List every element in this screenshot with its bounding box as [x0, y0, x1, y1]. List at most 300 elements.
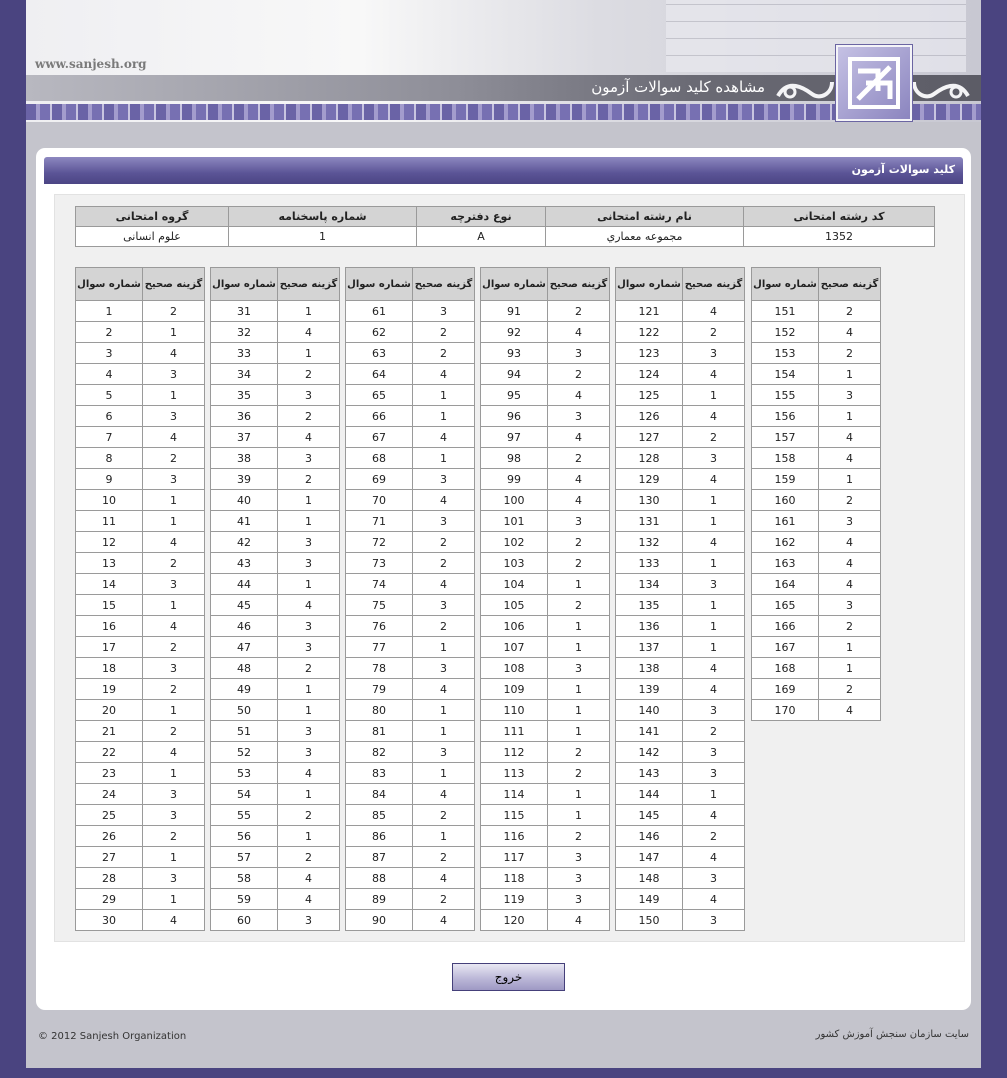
question-number-cell: 85 [346, 805, 413, 826]
correct-option-cell: 2 [548, 742, 610, 763]
question-number-cell: 51 [211, 721, 278, 742]
answer-key-row [752, 490, 881, 511]
question-number-cell: 25 [76, 805, 143, 826]
question-number-cell: 79 [346, 679, 413, 700]
answer-key-row [481, 343, 610, 364]
correct-option-cell: 4 [548, 910, 610, 931]
answer-key-row [211, 784, 340, 805]
answer-key-row [752, 679, 881, 700]
question-number-cell: 13 [76, 553, 143, 574]
question-number-cell: 138 [616, 658, 683, 679]
correct-option-cell: 1 [683, 511, 745, 532]
correct-option-cell: 3 [143, 574, 205, 595]
question-number-cell: 91 [481, 301, 548, 322]
question-number-cell: 107 [481, 637, 548, 658]
answer-key-row [76, 427, 205, 448]
correct-option-cell: 3 [143, 805, 205, 826]
question-number-cell: 109 [481, 679, 548, 700]
question-number-cell: 45 [211, 595, 278, 616]
correct-option-cell: 4 [819, 574, 881, 595]
question-number-cell: 124 [616, 364, 683, 385]
question-number-cell: 43 [211, 553, 278, 574]
answer-key-row [76, 595, 205, 616]
question-number-cell: 126 [616, 406, 683, 427]
answer-header-cell: گزينه صحيح [548, 268, 610, 301]
answer-key-row [616, 889, 745, 910]
question-number-cell: 112 [481, 742, 548, 763]
question-number-cell: 15 [76, 595, 143, 616]
question-number-cell: 18 [76, 658, 143, 679]
answer-key-row [481, 700, 610, 721]
correct-option-cell: 2 [683, 826, 745, 847]
question-number-cell: 120 [481, 910, 548, 931]
question-number-cell: 47 [211, 637, 278, 658]
question-number-cell: 128 [616, 448, 683, 469]
correct-option-cell: 3 [413, 511, 475, 532]
question-number-cell: 83 [346, 763, 413, 784]
answer-key-table [210, 267, 340, 931]
info-header-cell: نوع دفترچه [417, 207, 546, 227]
exam-info-table [75, 206, 935, 247]
answer-key-row [752, 616, 881, 637]
correct-option-cell: 2 [143, 637, 205, 658]
answer-key-row [211, 448, 340, 469]
answer-key-row [752, 595, 881, 616]
correct-option-cell: 1 [278, 679, 340, 700]
correct-option-cell: 3 [278, 553, 340, 574]
question-number-cell: 96 [481, 406, 548, 427]
question-number-cell: 162 [752, 532, 819, 553]
answer-key-row [346, 763, 475, 784]
question-number-cell: 10 [76, 490, 143, 511]
correct-option-cell: 2 [819, 679, 881, 700]
answer-key-row [76, 763, 205, 784]
question-number-cell: 137 [616, 637, 683, 658]
correct-option-cell: 2 [683, 322, 745, 343]
correct-option-cell: 4 [548, 490, 610, 511]
correct-option-cell: 4 [143, 427, 205, 448]
correct-option-cell: 4 [413, 574, 475, 595]
correct-option-cell: 3 [413, 658, 475, 679]
question-number-cell: 6 [76, 406, 143, 427]
answer-key-row [752, 364, 881, 385]
correct-option-cell: 2 [548, 364, 610, 385]
correct-option-cell: 2 [413, 532, 475, 553]
question-number-cell: 86 [346, 826, 413, 847]
correct-option-cell: 4 [819, 700, 881, 721]
question-number-cell: 24 [76, 784, 143, 805]
answer-key-row [616, 616, 745, 637]
correct-option-cell: 1 [819, 637, 881, 658]
correct-option-cell: 3 [819, 511, 881, 532]
answer-key-row [76, 889, 205, 910]
correct-option-cell: 3 [413, 469, 475, 490]
answer-key-row [211, 679, 340, 700]
correct-option-cell: 2 [413, 847, 475, 868]
correct-option-cell: 3 [548, 889, 610, 910]
question-number-cell: 95 [481, 385, 548, 406]
answer-key-row [76, 553, 205, 574]
question-number-cell: 104 [481, 574, 548, 595]
question-number-cell: 163 [752, 553, 819, 574]
question-number-cell: 108 [481, 658, 548, 679]
correct-option-cell: 3 [548, 343, 610, 364]
answer-key-row [752, 532, 881, 553]
answer-key-row [346, 511, 475, 532]
correct-option-cell: 1 [278, 826, 340, 847]
correct-option-cell: 4 [819, 427, 881, 448]
answer-key-row [211, 385, 340, 406]
answer-key-row [616, 301, 745, 322]
correct-option-cell: 1 [143, 763, 205, 784]
answer-key-row [752, 574, 881, 595]
correct-option-cell: 1 [143, 385, 205, 406]
answer-key-row [616, 658, 745, 679]
correct-option-cell: 4 [548, 469, 610, 490]
question-number-cell: 65 [346, 385, 413, 406]
answer-key-row [211, 763, 340, 784]
question-number-cell: 99 [481, 469, 548, 490]
correct-option-cell: 1 [548, 637, 610, 658]
correct-option-cell: 1 [413, 763, 475, 784]
correct-option-cell: 1 [143, 847, 205, 868]
answer-key-row [616, 742, 745, 763]
answer-key-row [346, 343, 475, 364]
correct-option-cell: 3 [548, 658, 610, 679]
answer-key-row [616, 406, 745, 427]
correct-option-cell: 1 [683, 595, 745, 616]
correct-option-cell: 1 [143, 322, 205, 343]
correct-option-cell: 4 [413, 784, 475, 805]
correct-option-cell: 4 [278, 889, 340, 910]
answer-key-row [211, 427, 340, 448]
answer-key-row [346, 847, 475, 868]
question-number-cell: 141 [616, 721, 683, 742]
answer-key-row [211, 658, 340, 679]
correct-option-cell: 3 [683, 700, 745, 721]
answer-key-row [616, 343, 745, 364]
correct-option-cell: 1 [683, 490, 745, 511]
question-number-cell: 100 [481, 490, 548, 511]
question-number-cell: 123 [616, 343, 683, 364]
question-header-cell: شماره سوال [346, 268, 413, 301]
question-number-cell: 93 [481, 343, 548, 364]
correct-option-cell: 3 [683, 448, 745, 469]
question-number-cell: 73 [346, 553, 413, 574]
correct-option-cell: 2 [548, 448, 610, 469]
correct-option-cell: 4 [548, 385, 610, 406]
answer-key-row [752, 343, 881, 364]
question-number-cell: 165 [752, 595, 819, 616]
question-number-cell: 82 [346, 742, 413, 763]
answer-key-row [481, 763, 610, 784]
correct-option-cell: 2 [143, 448, 205, 469]
correct-option-cell: 1 [548, 721, 610, 742]
question-number-cell: 136 [616, 616, 683, 637]
answer-key-header-row [616, 268, 745, 301]
question-number-cell: 87 [346, 847, 413, 868]
question-number-cell: 5 [76, 385, 143, 406]
answer-key-row [481, 742, 610, 763]
correct-option-cell: 3 [413, 595, 475, 616]
question-number-cell: 84 [346, 784, 413, 805]
answer-key-row [752, 658, 881, 679]
answer-key-row [616, 532, 745, 553]
correct-option-cell: 4 [548, 322, 610, 343]
answer-key-row [481, 301, 610, 322]
site-url: www.sanjesh.org [35, 57, 147, 71]
correct-option-cell: 1 [819, 406, 881, 427]
answer-header-cell: گزينه صحيح [413, 268, 475, 301]
answer-key-row [211, 805, 340, 826]
answer-key-row [346, 700, 475, 721]
correct-option-cell: 2 [548, 595, 610, 616]
correct-option-cell: 1 [278, 574, 340, 595]
correct-option-cell: 1 [819, 469, 881, 490]
correct-option-cell: 2 [819, 616, 881, 637]
answer-key-row [211, 826, 340, 847]
correct-option-cell: 4 [683, 469, 745, 490]
answer-key-row [752, 448, 881, 469]
answer-key-row [211, 637, 340, 658]
info-value-cell: A [417, 227, 546, 247]
question-header-cell: شماره سوال [211, 268, 278, 301]
correct-option-cell: 2 [819, 343, 881, 364]
correct-option-cell: 4 [683, 532, 745, 553]
question-number-cell: 71 [346, 511, 413, 532]
exit-button[interactable]: خروج [452, 963, 565, 991]
correct-option-cell: 3 [819, 595, 881, 616]
correct-option-cell: 4 [819, 532, 881, 553]
correct-option-cell: 3 [278, 637, 340, 658]
question-number-cell: 44 [211, 574, 278, 595]
question-number-cell: 97 [481, 427, 548, 448]
correct-option-cell: 1 [278, 784, 340, 805]
answer-key-header-row [752, 268, 881, 301]
answer-key-row [346, 910, 475, 931]
correct-option-cell: 1 [819, 364, 881, 385]
question-number-cell: 68 [346, 448, 413, 469]
answer-key-row [752, 469, 881, 490]
correct-option-cell: 4 [143, 532, 205, 553]
answer-key-row [76, 343, 205, 364]
answer-key-row [76, 784, 205, 805]
correct-option-cell: 2 [278, 469, 340, 490]
question-number-cell: 139 [616, 679, 683, 700]
correct-option-cell: 2 [548, 532, 610, 553]
question-number-cell: 158 [752, 448, 819, 469]
answer-header-cell: گزينه صحيح [143, 268, 205, 301]
correct-option-cell: 4 [143, 616, 205, 637]
answer-key-row [211, 574, 340, 595]
question-number-cell: 54 [211, 784, 278, 805]
answer-key-row [616, 553, 745, 574]
question-number-cell: 159 [752, 469, 819, 490]
question-number-cell: 94 [481, 364, 548, 385]
question-number-cell: 151 [752, 301, 819, 322]
correct-option-cell: 1 [548, 574, 610, 595]
answer-key-row [346, 406, 475, 427]
question-number-cell: 36 [211, 406, 278, 427]
question-number-cell: 166 [752, 616, 819, 637]
answer-key-row [346, 616, 475, 637]
correct-option-cell: 3 [278, 910, 340, 931]
sanjesh-logo-icon [836, 45, 912, 121]
question-number-cell: 127 [616, 427, 683, 448]
right-ornament-icon [910, 48, 972, 104]
correct-option-cell: 3 [683, 910, 745, 931]
question-number-cell: 74 [346, 574, 413, 595]
correct-option-cell: 1 [413, 406, 475, 427]
question-number-cell: 56 [211, 826, 278, 847]
question-number-cell: 46 [211, 616, 278, 637]
question-number-cell: 145 [616, 805, 683, 826]
correct-option-cell: 2 [413, 889, 475, 910]
question-number-cell: 154 [752, 364, 819, 385]
question-number-cell: 72 [346, 532, 413, 553]
correct-option-cell: 4 [683, 889, 745, 910]
answer-key-row [76, 532, 205, 553]
correct-option-cell: 4 [413, 868, 475, 889]
question-number-cell: 57 [211, 847, 278, 868]
answer-key-row [76, 910, 205, 931]
answer-key-row [481, 385, 610, 406]
question-number-cell: 34 [211, 364, 278, 385]
answer-key-row [211, 364, 340, 385]
answer-key-row [481, 469, 610, 490]
question-number-cell: 147 [616, 847, 683, 868]
correct-option-cell: 2 [278, 406, 340, 427]
question-number-cell: 1 [76, 301, 143, 322]
question-number-cell: 111 [481, 721, 548, 742]
question-number-cell: 9 [76, 469, 143, 490]
question-number-cell: 92 [481, 322, 548, 343]
answer-key-row [76, 658, 205, 679]
answer-key-row [76, 385, 205, 406]
info-header-row [76, 207, 935, 227]
question-number-cell: 105 [481, 595, 548, 616]
answer-key-row [76, 700, 205, 721]
answer-key-row [346, 868, 475, 889]
answer-key-row [481, 889, 610, 910]
answer-key-row [616, 847, 745, 868]
question-number-cell: 134 [616, 574, 683, 595]
question-header-cell: شماره سوال [481, 268, 548, 301]
answer-key-row [481, 784, 610, 805]
question-number-cell: 29 [76, 889, 143, 910]
question-number-cell: 26 [76, 826, 143, 847]
question-number-cell: 150 [616, 910, 683, 931]
info-value-cell: علوم انسانی [76, 227, 229, 247]
correct-option-cell: 1 [413, 826, 475, 847]
correct-option-cell: 3 [413, 301, 475, 322]
question-number-cell: 23 [76, 763, 143, 784]
answer-key-row [346, 469, 475, 490]
correct-option-cell: 2 [413, 616, 475, 637]
question-number-cell: 118 [481, 868, 548, 889]
correct-option-cell: 2 [143, 721, 205, 742]
correct-option-cell: 4 [683, 364, 745, 385]
question-number-cell: 89 [346, 889, 413, 910]
question-number-cell: 21 [76, 721, 143, 742]
answer-key-row [76, 322, 205, 343]
correct-option-cell: 3 [143, 364, 205, 385]
correct-option-cell: 1 [278, 700, 340, 721]
answer-key-row [346, 805, 475, 826]
answer-key-row [346, 658, 475, 679]
answer-key-row [76, 637, 205, 658]
question-number-cell: 101 [481, 511, 548, 532]
answer-key-row [481, 868, 610, 889]
correct-option-cell: 3 [683, 343, 745, 364]
correct-option-cell: 1 [143, 511, 205, 532]
correct-option-cell: 2 [278, 364, 340, 385]
answer-key-row [346, 742, 475, 763]
question-number-cell: 70 [346, 490, 413, 511]
question-number-cell: 19 [76, 679, 143, 700]
answer-key-table [75, 267, 205, 931]
correct-option-cell: 3 [683, 574, 745, 595]
answer-key-row [76, 616, 205, 637]
answer-key-table [345, 267, 475, 931]
correct-option-cell: 1 [413, 637, 475, 658]
answer-key-row [76, 826, 205, 847]
answer-key-row [346, 637, 475, 658]
answer-key-row [211, 721, 340, 742]
answer-key-header-row [211, 268, 340, 301]
left-ornament-icon [774, 48, 836, 104]
answer-key-row [76, 679, 205, 700]
question-number-cell: 133 [616, 553, 683, 574]
question-number-cell: 14 [76, 574, 143, 595]
answer-key-row [211, 469, 340, 490]
question-number-cell: 60 [211, 910, 278, 931]
question-number-cell: 161 [752, 511, 819, 532]
question-number-cell: 122 [616, 322, 683, 343]
answer-key-row [211, 595, 340, 616]
correct-option-cell: 4 [819, 553, 881, 574]
question-number-cell: 76 [346, 616, 413, 637]
answer-key-row [481, 406, 610, 427]
correct-option-cell: 4 [143, 343, 205, 364]
answer-key-row [752, 322, 881, 343]
question-number-cell: 50 [211, 700, 278, 721]
answer-key-row [211, 847, 340, 868]
correct-option-cell: 2 [278, 658, 340, 679]
question-number-cell: 98 [481, 448, 548, 469]
answer-key-row [752, 427, 881, 448]
answer-key-row [76, 511, 205, 532]
answer-key-table [480, 267, 610, 931]
question-number-cell: 12 [76, 532, 143, 553]
correct-option-cell: 1 [143, 490, 205, 511]
correct-option-cell: 2 [819, 490, 881, 511]
info-value-cell: 1352 [744, 227, 935, 247]
question-number-cell: 59 [211, 889, 278, 910]
info-value-cell: مجموعه معماري [546, 227, 744, 247]
question-number-cell: 32 [211, 322, 278, 343]
correct-option-cell: 4 [683, 658, 745, 679]
question-number-cell: 48 [211, 658, 278, 679]
answer-key-row [481, 616, 610, 637]
correct-option-cell: 2 [548, 301, 610, 322]
answer-key-row [481, 427, 610, 448]
answer-key-row [481, 553, 610, 574]
answer-key-row [752, 385, 881, 406]
question-number-cell: 156 [752, 406, 819, 427]
answer-key-row [616, 595, 745, 616]
answer-key-row [346, 322, 475, 343]
